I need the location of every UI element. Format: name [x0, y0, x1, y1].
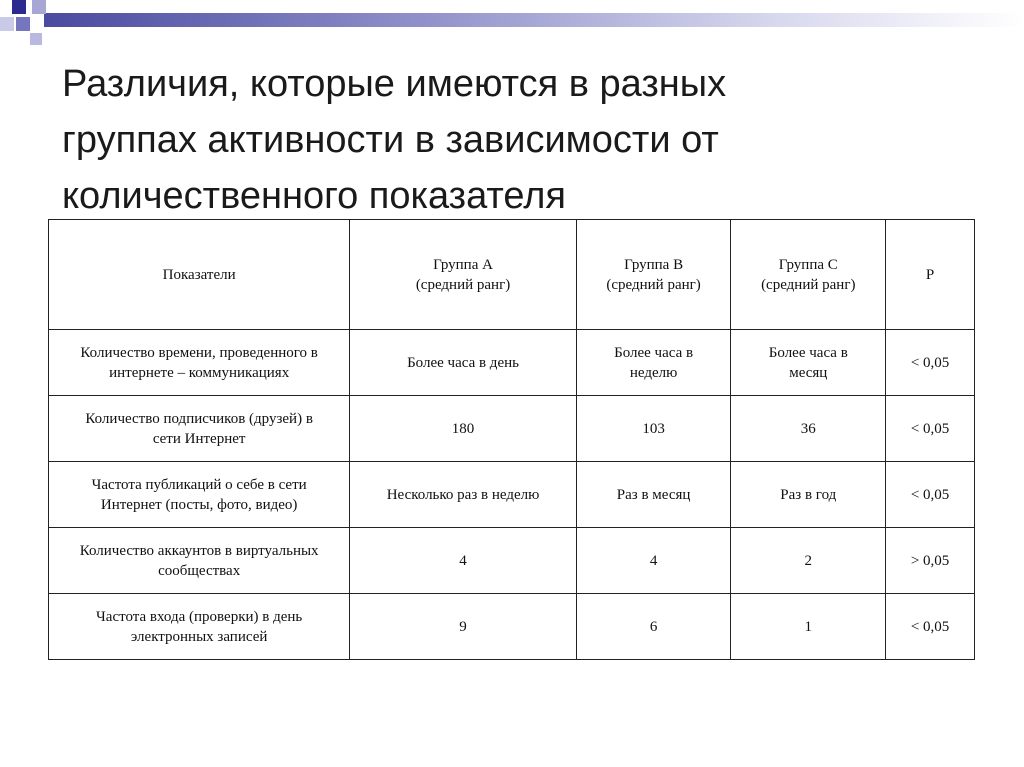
cell-text: 103 [642, 420, 665, 437]
cell-text: ˂ 0,05 [910, 420, 950, 437]
cell-text: 180 [451, 420, 475, 437]
cell-text: сообществах [158, 562, 241, 579]
header-subtext: (средний ранг) [606, 276, 701, 293]
decor-square [16, 17, 30, 31]
cell-text: Раз в месяц [616, 486, 691, 503]
cell-text: Раз в год [780, 486, 837, 503]
cell-text: Более часа в [768, 344, 848, 361]
table-row [49, 594, 975, 660]
cell-text: Интернет (посты, фото, видео) [100, 496, 298, 513]
cell-indicator [49, 528, 350, 594]
header-text: Группа В [624, 256, 684, 273]
header-group-c [731, 220, 886, 330]
comparison-table [48, 219, 975, 660]
header-text: Р [925, 266, 935, 283]
cell-group-b [576, 594, 731, 660]
cell-group-a [350, 330, 576, 396]
decor-square [30, 33, 42, 45]
cell-text: 4 [649, 552, 658, 569]
cell-text: ˂ 0,05 [910, 486, 950, 503]
table-row [49, 396, 975, 462]
cell-group-a [350, 528, 576, 594]
decor-square [0, 17, 14, 31]
cell-group-b [576, 396, 731, 462]
cell-text: Количество аккаунтов в виртуальных [79, 542, 319, 559]
cell-group-b [576, 462, 731, 528]
cell-indicator [49, 594, 350, 660]
cell-text: неделю [629, 364, 678, 381]
cell-text: сети Интернет [152, 430, 246, 447]
header-text: Показатели [162, 266, 236, 283]
cell-text: Несколько раз в неделю [386, 486, 540, 503]
cell-text: Частота публикаций о себе в сети [91, 476, 307, 493]
cell-text: электронных записей [130, 628, 268, 645]
cell-p [886, 396, 975, 462]
cell-indicator [49, 330, 350, 396]
decor-square [32, 0, 46, 14]
cell-text: ˂ 0,05 [910, 354, 950, 371]
cell-group-b [576, 330, 731, 396]
cell-p [886, 528, 975, 594]
title-line: группах активности в зависимости от [62, 119, 719, 161]
cell-group-a [350, 462, 576, 528]
gradient-stripe [44, 13, 1024, 27]
cell-text: 1 [804, 618, 813, 635]
cell-text: Более часа в [614, 344, 694, 361]
header-subtext: (средний ранг) [415, 276, 511, 293]
cell-text: Частота входа (проверки) в день [96, 608, 303, 625]
header-p-value [886, 220, 975, 330]
decor-square [12, 0, 26, 14]
title-line: количественного показателя [62, 175, 567, 217]
header-text: Группа А [433, 256, 493, 273]
cell-text: 6 [649, 618, 658, 635]
cell-text: 2 [804, 552, 813, 569]
cell-text: ˃ 0,05 [910, 552, 950, 569]
table-header-row [49, 220, 975, 330]
cell-group-c [731, 594, 886, 660]
cell-text: 9 [459, 618, 467, 635]
cell-text: Количество подписчиков (друзей) в [85, 410, 313, 427]
decorative-header-bar [0, 0, 1024, 34]
cell-group-b [576, 528, 731, 594]
table-row [49, 330, 975, 396]
header-group-a [350, 220, 576, 330]
header-text: Группа С [778, 256, 838, 273]
cell-group-c [731, 330, 886, 396]
header-subtext: (средний ранг) [761, 276, 856, 293]
table-row [49, 462, 975, 528]
header-group-b [576, 220, 731, 330]
slide-title [62, 56, 962, 224]
cell-p [886, 462, 975, 528]
cell-group-c [731, 528, 886, 594]
table-row [49, 528, 975, 594]
cell-text: интернете – коммуникациях [109, 364, 290, 381]
cell-text: 36 [800, 420, 816, 437]
cell-indicator [49, 396, 350, 462]
cell-text: месяц [789, 364, 828, 381]
cell-indicator [49, 462, 350, 528]
cell-p [886, 330, 975, 396]
header-indicators [49, 220, 350, 330]
cell-group-c [731, 396, 886, 462]
cell-text: ˂ 0,05 [910, 618, 950, 635]
cell-group-a [350, 594, 576, 660]
cell-text: Более часа в день [407, 354, 519, 371]
cell-text: Количество времени, проведенного в [80, 344, 318, 361]
cell-text: 4 [459, 552, 467, 569]
cell-group-a [350, 396, 576, 462]
cell-group-c [731, 462, 886, 528]
cell-p [886, 594, 975, 660]
title-line: Различия, которые имеются в разных [62, 63, 727, 105]
